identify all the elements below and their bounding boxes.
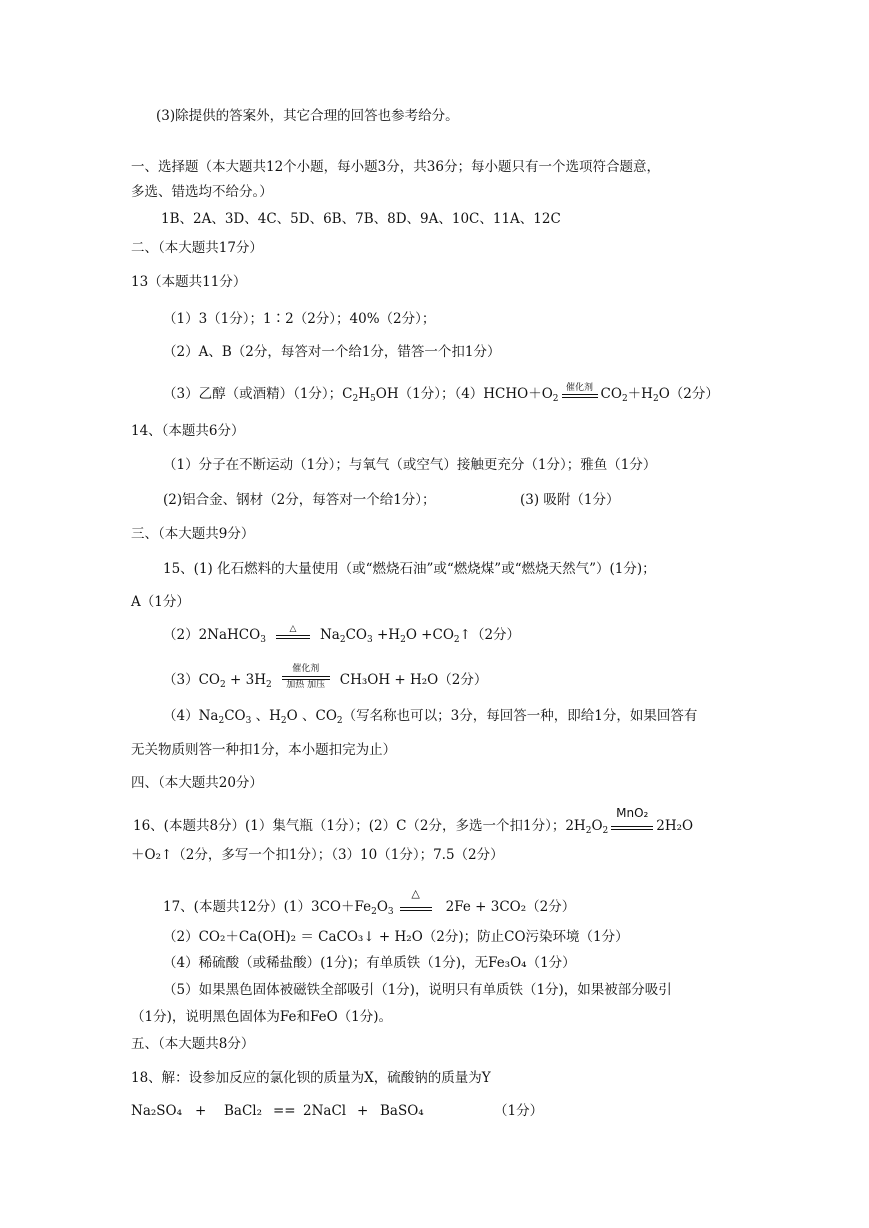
- section-1-answers: 1B、2A、3D、4C、5D、6B、7B、8D、9A、10C、11A、12C: [161, 211, 561, 227]
- q18-eq-na2so4: Na₂SO₄: [131, 1103, 183, 1119]
- q18-eq-score: （1分）: [494, 1103, 544, 1119]
- q17-answer-4: （4）稀硫酸（或稀盐酸）(1分)；有单质铁（1分)，无Fe₃O₄（1分）: [163, 955, 576, 971]
- q15-answer-2: （2）2NaHCO$_3$ △ $Na_2CO_3 +H_2O$ $+CO_2↑(2$分）: [163, 623, 521, 645]
- q13-answer-1: （1）3（1分）；1∶2（2分）；40%（2分）；: [163, 311, 436, 327]
- q15-answer-1: 15、(1) 化石燃料的大量使用（或“燃烧石油”或“燃烧煤”或“燃烧天然气”）(1分)；: [163, 561, 656, 577]
- q15-answer-3: $(3)CO_2 + 3H_2$ 催化剂 加热 加压 CH₃OH + H₂O（2分）: [163, 663, 488, 690]
- q15-answer-4: $(4)Na_2CO_3$ 、$H_2O$ 、$CO_2$（写名称也可以；3分，每回答一种，即给1分，如果回答有: [163, 708, 698, 726]
- catalyst-equals-sign: 催化剂: [562, 385, 598, 405]
- q16-line-1: 16、(本题共8分）(1）集气瓶（1分）；(2）C（2分，多选一个扣1分）；$2H_2O_2$ MnO₂ 2H₂O: [133, 805, 694, 836]
- q14-answer-3: (3) 吸附（1分）: [520, 492, 620, 508]
- q13-title: 13（本题共11分）: [131, 274, 247, 290]
- catalyst-heat-pressure-sign: 催化剂 加热 加压: [282, 671, 330, 691]
- q18-eq-equals: ==: [273, 1103, 296, 1119]
- q15-answer-1b: A（1分）: [131, 594, 190, 610]
- section-1-title: 一、选择题（本大题共12个小题，每小题3分，共36分；每小题只有一个选项符合题意，: [131, 159, 660, 175]
- heat-equals-sign: △: [400, 898, 432, 918]
- section-3-title: 三、（本大题共9分）: [131, 526, 255, 542]
- q17-answer-2: （2）CO₂＋Ca(OH)₂ ＝ CaCO₃↓ + H₂O（2分)；防止CO污染环境（1分）: [163, 929, 629, 945]
- section-5-title: 五、（本大题共8分）: [131, 1036, 255, 1052]
- q17-answer-5: （5）如果黑色固体被磁铁全部吸引（1分)，说明只有单质铁（1分)，如果被部分吸引: [163, 982, 672, 998]
- q18-eq-plus-2: +: [357, 1103, 369, 1119]
- q18-eq-plus-1: +: [195, 1103, 207, 1119]
- heat-equals-sign: △: [276, 626, 310, 646]
- q17-answer-1: 17、(本题共12分）$(1)3CO+Fe_2O_3$ △ 2Fe + 3CO₂（2分）: [163, 886, 576, 917]
- q14-title: 14、（本题共6分）: [131, 423, 245, 439]
- q14-answer-2a: (2)铝合金、钢材（2分，每答对一个给1分）；: [163, 492, 436, 508]
- q17-answer-5-cont: （1分)，说明黑色固体为Fe和FeO（1分)。: [131, 1009, 393, 1025]
- q13-answer-3: （3）乙醇（或酒精）（1分）；$C_2H_5OH(1$分）；$(4)HCHO+O_2$ 催化剂 $CO_2+H_2O(2$分）: [163, 382, 719, 404]
- q18-line-1: 18、解：设参加反应的氯化钡的质量为X，硫酸钠的质量为Y: [131, 1070, 491, 1086]
- q15-answer-4-cont: 无关物质则答一种扣1分，本小题扣完为止）: [131, 742, 397, 758]
- section-2-title: 二、（本大题共17分）: [131, 240, 263, 256]
- q14-answer-1: （1）分子在不断运动（1分）；与氧气（或空气）接触更充分（1分）；雅鱼（1分）: [163, 457, 657, 473]
- q16-line-2: ＋O₂↑（2分，多写一个扣1分）；（3）10（1分）；7.5（2分）: [131, 847, 504, 863]
- q18-eq-baso4: BaSO₄: [380, 1103, 424, 1119]
- q13-answer-2: （2）A、B（2分，每答对一个给1分，错答一个扣1分）: [163, 344, 501, 360]
- note: (3)除提供的答案外，其它合理的回答也参考给分。: [156, 108, 459, 124]
- mno2-equals-sign: MnO₂: [611, 817, 653, 837]
- q18-eq-bacl2: BaCl₂: [224, 1103, 263, 1119]
- section-1-title-cont: 多选、错选均不给分。）: [131, 184, 273, 200]
- q18-eq-nacl: 2NaCl: [303, 1103, 347, 1119]
- section-4-title: 四、（本大题共20分）: [131, 775, 263, 791]
